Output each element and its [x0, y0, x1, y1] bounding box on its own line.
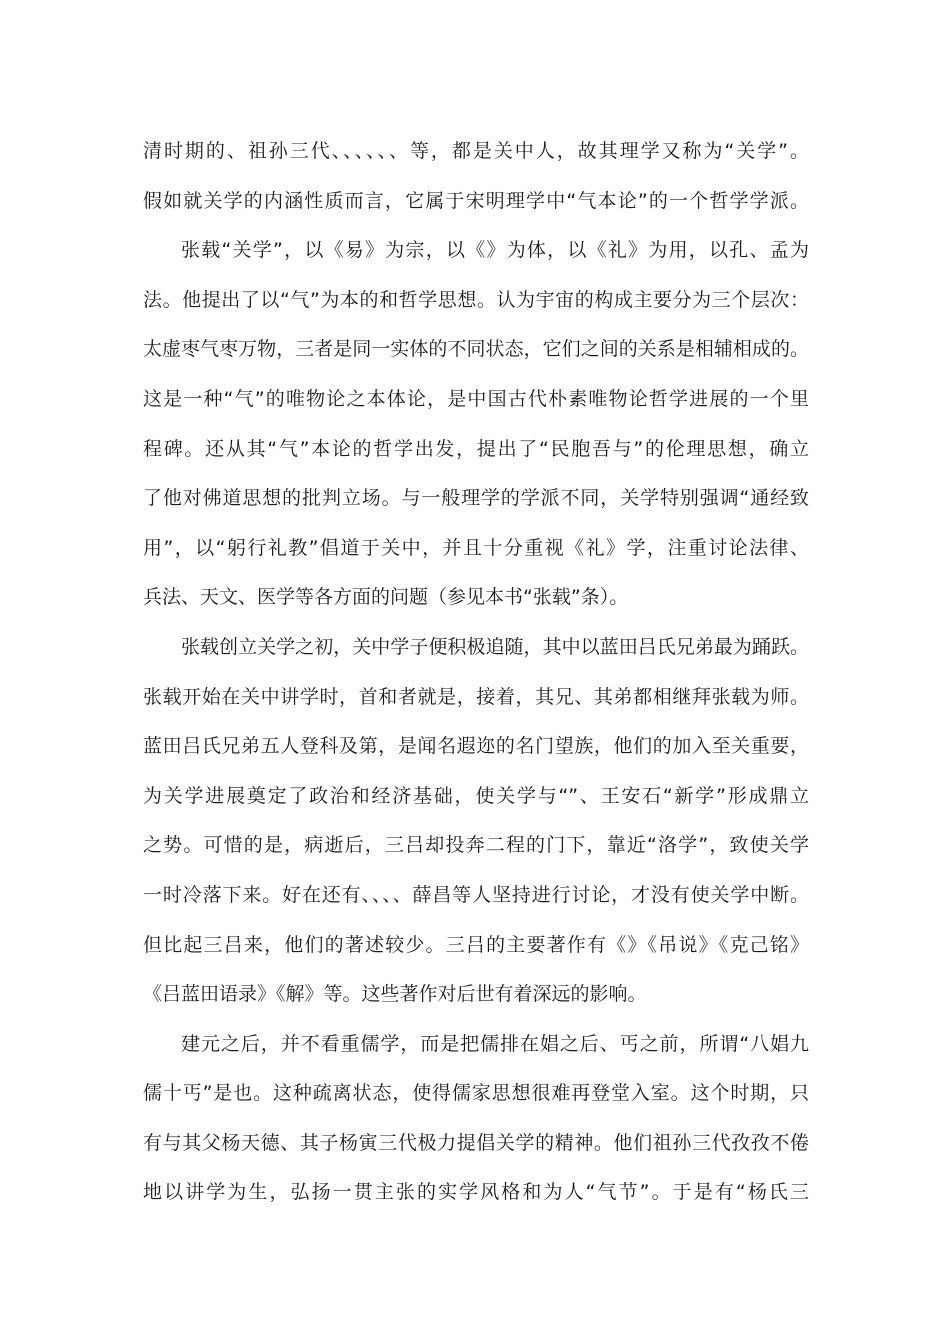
text-line: 但比起三吕来，他们的著述较少。三吕的主要著作有《》《吊说》《克己铭》: [143, 933, 809, 956]
text-line: 假如就关学的内涵性质而言，它属于宋明理学中“气本论”的一个哲学学派。: [143, 189, 809, 212]
document-body: [143, 127, 809, 1218]
text-line: 建元之后，并不看重儒学，而是把儒排在娼之后、丐之前，所谓“八娼九: [181, 1032, 809, 1055]
text-line: 一时冷落下来。好在还有、、、、薛昌等人坚持进行讨论，才没有使关学中断。: [143, 883, 809, 906]
text-line: 兵法、天文、医学等各方面的问题（参见本书“张载”条）。: [143, 586, 629, 609]
text-line: 之势。可惜的是，病逝后，三吕却投奔二程的门下，靠近“洛学”，致使关学: [143, 834, 809, 857]
text-line: 为关学进展奠定了政治和经济基础，使关学与“”、王安石“新学”形成鼎立: [143, 784, 809, 807]
text-line: 地以讲学为生，弘扬一贯主张的实学风格和为人“气节”。于是有“杨氏三: [143, 1181, 809, 1204]
text-line: 张载创立关学之初，关中学子便积极追随，其中以蓝田吕氏兄弟最为踊跃。: [181, 635, 809, 658]
text-line: 张载“关学”，以《易》为宗，以《》为体，以《礼》为用，以孔、孟为: [181, 239, 809, 262]
text-line: 儒十丐”是也。这种疏离状态，使得儒家思想很难再登堂入室。这个时期，只: [143, 1082, 809, 1105]
text-line: 张载开始在关中讲学时，首和者就是，接着，其兄、其弟都相继拜张载为师。: [143, 685, 809, 708]
text-line: 用”，以“躬行礼教”倡道于关中，并且十分重视《礼》学，注重讨论法律、: [143, 536, 809, 559]
text-line: 太虚枣气枣万物，三者是同一实体的不同状态，它们之间的关系是相辅相成的。: [143, 338, 809, 361]
text-line: 蓝田吕氏兄弟五人登科及第，是闻名遐迩的名门望族，他们的加入至关重要，: [143, 735, 809, 758]
text-line: 程碑。还从其“气”本论的哲学出发，提出了“民胞吾与”的伦理思想，确立: [143, 437, 809, 460]
text-line: 《吕蓝田语录》《解》等。这些著作对后世有着深远的影响。: [143, 983, 647, 1006]
text-line: 这是一种“气”的唯物论之本体论，是中国古代朴素唯物论哲学进展的一个里: [143, 387, 809, 410]
text-line: 有与其父杨天德、其子杨寅三代极力提倡关学的精神。他们祖孙三代孜孜不倦: [143, 1131, 809, 1154]
text-line: 法。他提出了以“气”为本的和哲学思想。认为宇宙的构成主要分为三个层次：: [143, 288, 809, 311]
text-line: 了他对佛道思想的批判立场。与一般理学的学派不同，关学特别强调“通经致: [143, 487, 809, 510]
text-line: 清时期的、祖孙三代、、、、、、等，都是关中人，故其理学又称为“关学”。: [143, 140, 809, 162]
